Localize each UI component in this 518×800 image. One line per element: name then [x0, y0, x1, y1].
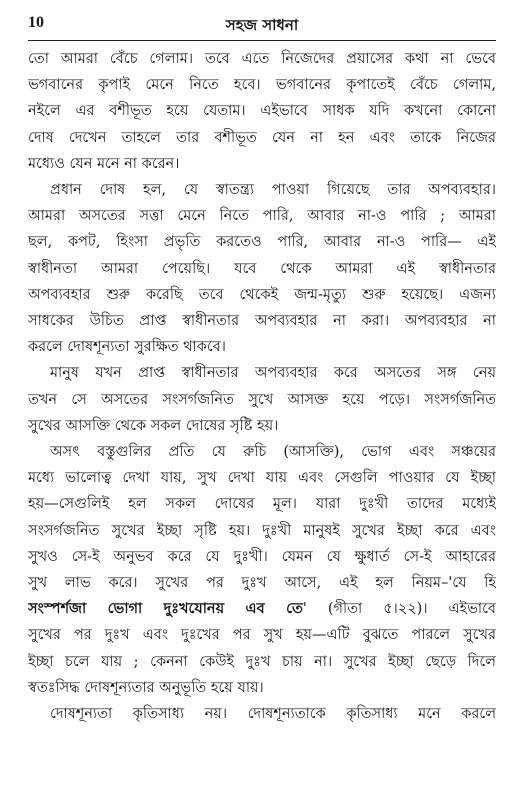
page-header: [28, 12, 496, 38]
text-line: সাধকের উচিত প্রাপ্ত স্বাধীনতার অপব্যবহার না করা। অপব্যবহার না: [28, 313, 496, 330]
text-line: সুখের আসক্তি থেকে সকল দোষের সৃষ্টি হয়।: [28, 417, 279, 434]
text-line: দোষ দেখেন তাহলে তার বশীভূত যেন না হন এবং তাকে নিজের: [28, 129, 496, 146]
text-line: অসৎ বস্তুগুলির প্রতি যে রুচি (আসক্তি), ভোগ এবং সঞ্চয়ের: [50, 444, 496, 461]
paragraph-5: [28, 701, 496, 727]
text-line: দোষশূন্যতা কৃতিসাধ্য নয়। দোষশূন্যতাকে কৃতিসাধ্য মনে করলে: [50, 706, 496, 723]
paragraph-4: [28, 439, 496, 701]
text-line: হয়—সেগুলিই হল সকল দোষের মূল। যারা দুঃখী তাদের মধ্যেই: [28, 496, 496, 513]
text-line: নইলে এর বশীভূত হয়ে যেতাম। এইভাবে সাধক যদি কখনো কোনো: [28, 103, 496, 120]
body-text: [28, 46, 496, 727]
running-title: সহজ সাধনা: [225, 16, 299, 34]
paragraph-1: [28, 46, 496, 177]
page-number: 10: [28, 14, 44, 31]
text-line: স্বাধীনতা আমরা পেয়েছি। যবে থেকে আমরা এই স্বাধীনতার: [28, 260, 496, 277]
text-line: সুখের পর দুঃখ এবং দুঃখের পর সুখ হয়—এটি বুঝতে পারলে সুখের: [28, 627, 496, 644]
text-line: ইচ্ছা চলে যায় ; কেননা কেউই দুঃখ চায় না। সুখের ইচ্ছা ছেড়ে দিলে: [28, 653, 496, 670]
sanskrit-quote: সংস্পর্শজা ভোগা দুঃখযোনয় এব তে: [28, 600, 303, 618]
text-line: তো আমরা বেঁচে গেলাম। তবে এতে নিজেদের প্রয়াসের কথা না ভেবে: [28, 51, 496, 67]
text-line: করলে দোষশূন্যতা সুরক্ষিত থাকবে।: [28, 339, 226, 356]
header-rule: [28, 40, 496, 41]
text-line: ছল, কপট, হিংসা প্রভৃতি করতেও পারি, আবার না-ও পারি— এই: [28, 234, 496, 251]
text-line: তখন সে অসতের সংসর্গজনিত সুখে আসক্ত হয়ে পড়ে। সংসর্গজনিত: [28, 391, 496, 408]
text-line: মধ্যেও যেন মনে না করেন।: [28, 155, 180, 172]
paragraph-2: [28, 177, 496, 360]
text-line: মধ্যে ভালোত্ব দেখা যায়, সুখ দেখা যায় এবং সেগুলি পাওয়ার যে ইচ্ছা: [28, 470, 496, 487]
text-line-with-quote: সংস্পর্শজা ভোগা দুঃখযোনয় এব তে' (গীতা ৫।২২)। এইভাবে: [28, 600, 496, 618]
text-line: আমরা অসতের সত্তা মেনে নিতে পারি, আবার না-ও পারি ; আমরা: [28, 208, 496, 225]
text-line: সংসর্গজনিত সুখের ইচ্ছা সৃষ্টি হয়। দুঃখী মানুষই সুখের ইচ্ছা করে এবং: [28, 522, 496, 539]
text-line: অপব্যবহার শুরু করেছি তবে থেকেই জন্ম-মৃত্যু শুরু হয়েছে। এজন্য: [28, 286, 496, 303]
text-line: প্রধান দোষ হল, যে স্বাতন্ত্র্য পাওয়া গিয়েছে তার অপব্যবহার।: [50, 182, 496, 199]
text-line: ভগবানের কৃপাই মেনে নিতে হবে। ভগবানের কৃপাতেই বেঁচে গেলাম,: [28, 77, 496, 94]
text-line: সুখও সে-ই অনুভব করে যে দুঃখী। যেমন যে ক্ষুধার্ত সে-ই আহারের: [28, 548, 496, 565]
paragraph-3: [28, 360, 496, 439]
text-line: মানুষ যখন প্রাপ্ত স্বাধীনতার অপব্যবহার করে অসতের সঙ্গ নেয়: [50, 365, 496, 382]
text-line: স্বতঃসিদ্ধ দোষশূন্যতার অনুভূতি হয়ে যায়।: [28, 679, 264, 696]
text-line: সুখ লাভ করে। সুখের পর দুঃখ আসে, এই হল নিয়ম–'যে হি: [28, 575, 496, 592]
